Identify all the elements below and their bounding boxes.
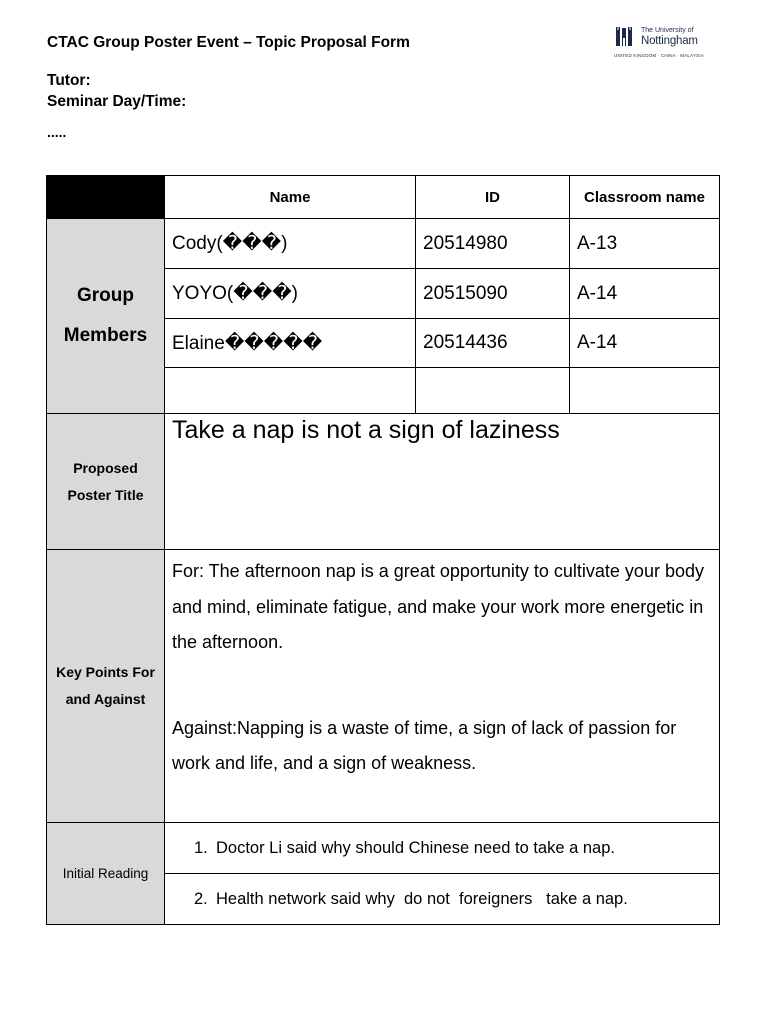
- logo-name-text: Nottingham: [641, 35, 698, 47]
- member-id[interactable]: [416, 368, 570, 414]
- points-for-text: For: The afternoon nap is a great opportunity to cultivate your body and mind, eliminate fatigue, and make your work more energetic in the afternoon.: [172, 561, 704, 652]
- table-header-row: [47, 176, 720, 219]
- header-id: ID: [416, 176, 570, 219]
- form-title: CTAC Group Poster Event – Topic Proposal Form: [47, 34, 410, 51]
- university-logo: [614, 26, 714, 62]
- points-label-line2: and Against: [65, 691, 146, 707]
- points-label-line1: Key Points For: [56, 664, 155, 680]
- member-classroom[interactable]: A-14: [570, 319, 720, 368]
- group-members-label: [47, 219, 165, 414]
- reading-text: Doctor Li said why should Chinese need to take a nap.: [216, 838, 615, 857]
- placeholder-dots: .....: [47, 124, 67, 140]
- reading-text: Health network said why do not foreigners take a nap.: [216, 889, 628, 908]
- reading-item[interactable]: [165, 874, 720, 925]
- reading-row: [47, 823, 720, 874]
- logo-pre-text: The University of: [641, 27, 694, 34]
- member-classroom[interactable]: [570, 368, 720, 414]
- seminar-label: Seminar Day/Time:: [47, 93, 187, 110]
- member-id[interactable]: 20514980: [416, 219, 570, 269]
- tutor-label: Tutor:: [47, 72, 91, 89]
- key-points-value[interactable]: [165, 550, 720, 823]
- reading-number: 2.: [194, 889, 208, 908]
- member-name[interactable]: YOYO(���): [165, 269, 416, 319]
- crest-icon: [614, 26, 634, 48]
- title-label-line2: Poster Title: [67, 486, 144, 503]
- member-name[interactable]: [165, 368, 416, 414]
- poster-title-row: [47, 414, 720, 550]
- points-against-text: Against:Napping is a waste of time, a sign of lack of passion for work and life, and a sign of weakness.: [172, 717, 677, 773]
- member-row: [47, 219, 720, 269]
- poster-title-value[interactable]: Take a nap is not a sign of laziness: [165, 414, 720, 550]
- header-corner-cell: [47, 176, 165, 219]
- member-classroom[interactable]: A-14: [570, 269, 720, 319]
- key-points-row: [47, 550, 720, 823]
- member-classroom[interactable]: A-13: [570, 219, 720, 269]
- member-id[interactable]: 20514436: [416, 319, 570, 368]
- reading-number: 1.: [194, 838, 208, 857]
- member-id[interactable]: 20515090: [416, 269, 570, 319]
- member-name[interactable]: Cody(���): [165, 219, 416, 269]
- title-label-line1: Proposed: [73, 459, 138, 476]
- initial-reading-label: Initial Reading: [47, 823, 165, 925]
- key-points-label: [47, 550, 165, 823]
- header-name: Name: [165, 176, 416, 219]
- group-label-line2: Members: [63, 325, 148, 346]
- proposal-table: [46, 175, 720, 925]
- member-name[interactable]: Elaine�����: [165, 319, 416, 368]
- header-classroom: Classroom name: [570, 176, 720, 219]
- reading-item[interactable]: [165, 823, 720, 874]
- poster-title-label: [47, 414, 165, 550]
- logo-campus-text: UNITED KINGDOM · CHINA · MALAYSIA: [614, 53, 705, 58]
- group-label-line1: Group: [77, 285, 134, 306]
